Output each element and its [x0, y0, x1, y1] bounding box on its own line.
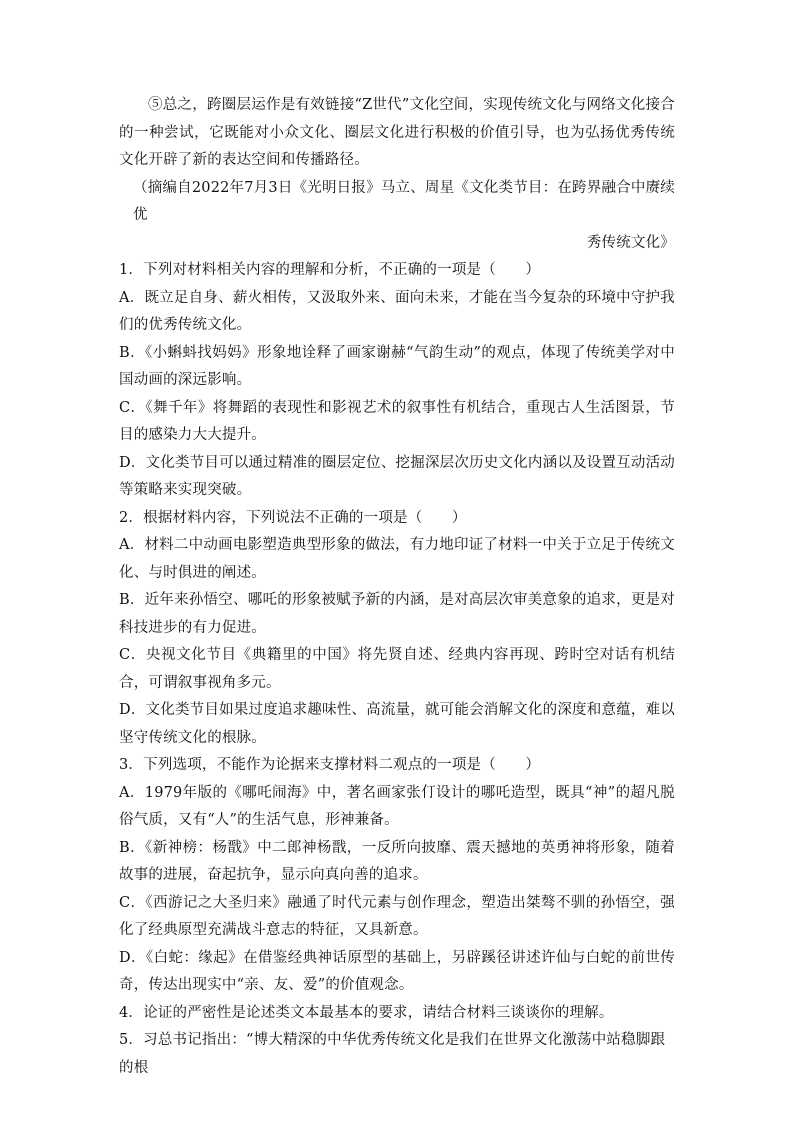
source-citation: （摘编自2022年7月3日《光明日报》马立、周星《文化类节目：在跨界融合中赓续优	[133, 179, 675, 223]
option-a: A．1979年版的《哪吒闹海》中，著名画家张仃设计的哪吒造型，既具“神”的超凡脱俗气质，又有“人”的生活气息，形神兼备。	[119, 784, 675, 828]
question-4	[119, 1000, 675, 1028]
question-stem: 1．下列对材料相关内容的理解和分析，不正确的一项是（ ）	[119, 262, 541, 278]
option-b: B．近年来孙悟空、哪吒的形象被赋予新的内涵，是对高层次审美意象的追求，更是对科技进步的有力促进。	[119, 592, 675, 636]
question-1	[119, 257, 675, 505]
question-5	[119, 1027, 675, 1082]
option-a: A．既立足自身、薪火相传，又汲取外来、面向未来，才能在当今复杂的环境中守护我们的优秀传统文化。	[119, 289, 675, 333]
option-a: A．材料二中动画电影塑造典型形象的做法，有力地印证了材料一中关于立足于传统文化、与时俱进的阐述。	[119, 537, 675, 581]
option-c: C．《舞千年》将舞蹈的表现性和影视艺术的叙事性有机结合，重现古人生活图景，节目的感染力大大提升。	[119, 399, 675, 443]
option-b: B．《新神榜：杨戬》中二郎神杨戬，一反所向披靡、震天撼地的英勇神将形象，随着故事的进展，奋起抗争，显示向真向善的追求。	[119, 839, 675, 883]
option-c: C．央视文化节目《典籍里的中国》将先贤自述、经典内容再现、跨时空对话有机结合，可谓叙事视角多元。	[119, 647, 675, 691]
option-c: C．《西游记之大圣归来》融通了时代元素与创作理念，塑造出桀骜不驯的孙悟空，强化了经典原型充满战斗意志的特征，又具新意。	[119, 894, 675, 938]
source-citation-tail: 秀传统文化》	[586, 234, 675, 251]
question-stem: 3．下列选项，不能作为论据来支撑材料二观点的一项是（ ）	[119, 757, 541, 773]
question-stem: 2．根据材料内容，下列说法不正确的一项是（ ）	[119, 509, 467, 526]
material-paragraph-5: ⑤总之，跨圈层运作是有效链接“Z世代”文化空间，实现传统文化与网络文化接合的一种尝试，它既能对小众文化、圈层文化进行积极的价值引导，也为弘扬优秀传统文化开辟了新的表达空间和传播路径。	[119, 97, 675, 168]
option-d: D．《白蛇：缘起》在借鉴经典神话原型的基础上，另辟蹊径讲述许仙与白蛇的前世传奇，传达出现实中“亲、友、爱”的价值观念。	[119, 949, 675, 993]
question-stem: 5．习总书记指出：“博大精深的中华优秀传统文化是我们在世界文化激荡中站稳脚跟的根	[119, 1032, 666, 1076]
option-b: B．《小蝌蚪找妈妈》形象地诠释了画家谢赫“气韵生动”的观点，体现了传统美学对中国动画的深远影响。	[119, 344, 675, 388]
question-stem: 4．论证的严密性是论述类文本最基本的要求，请结合材料三谈谈你的理解。	[119, 1004, 614, 1021]
option-d: D．文化类节目如果过度追求趣味性、高流量，就可能会消解文化的深度和意蕴，难以坚守传统文化的根脉。	[119, 702, 675, 746]
question-2	[119, 505, 675, 753]
question-3	[119, 752, 675, 1000]
exam-page	[119, 92, 675, 1082]
option-d: D．文化类节目可以通过精准的圈层定位、挖掘深层次历史文化内涵以及设置互动活动等策略来实现突破。	[119, 454, 675, 498]
